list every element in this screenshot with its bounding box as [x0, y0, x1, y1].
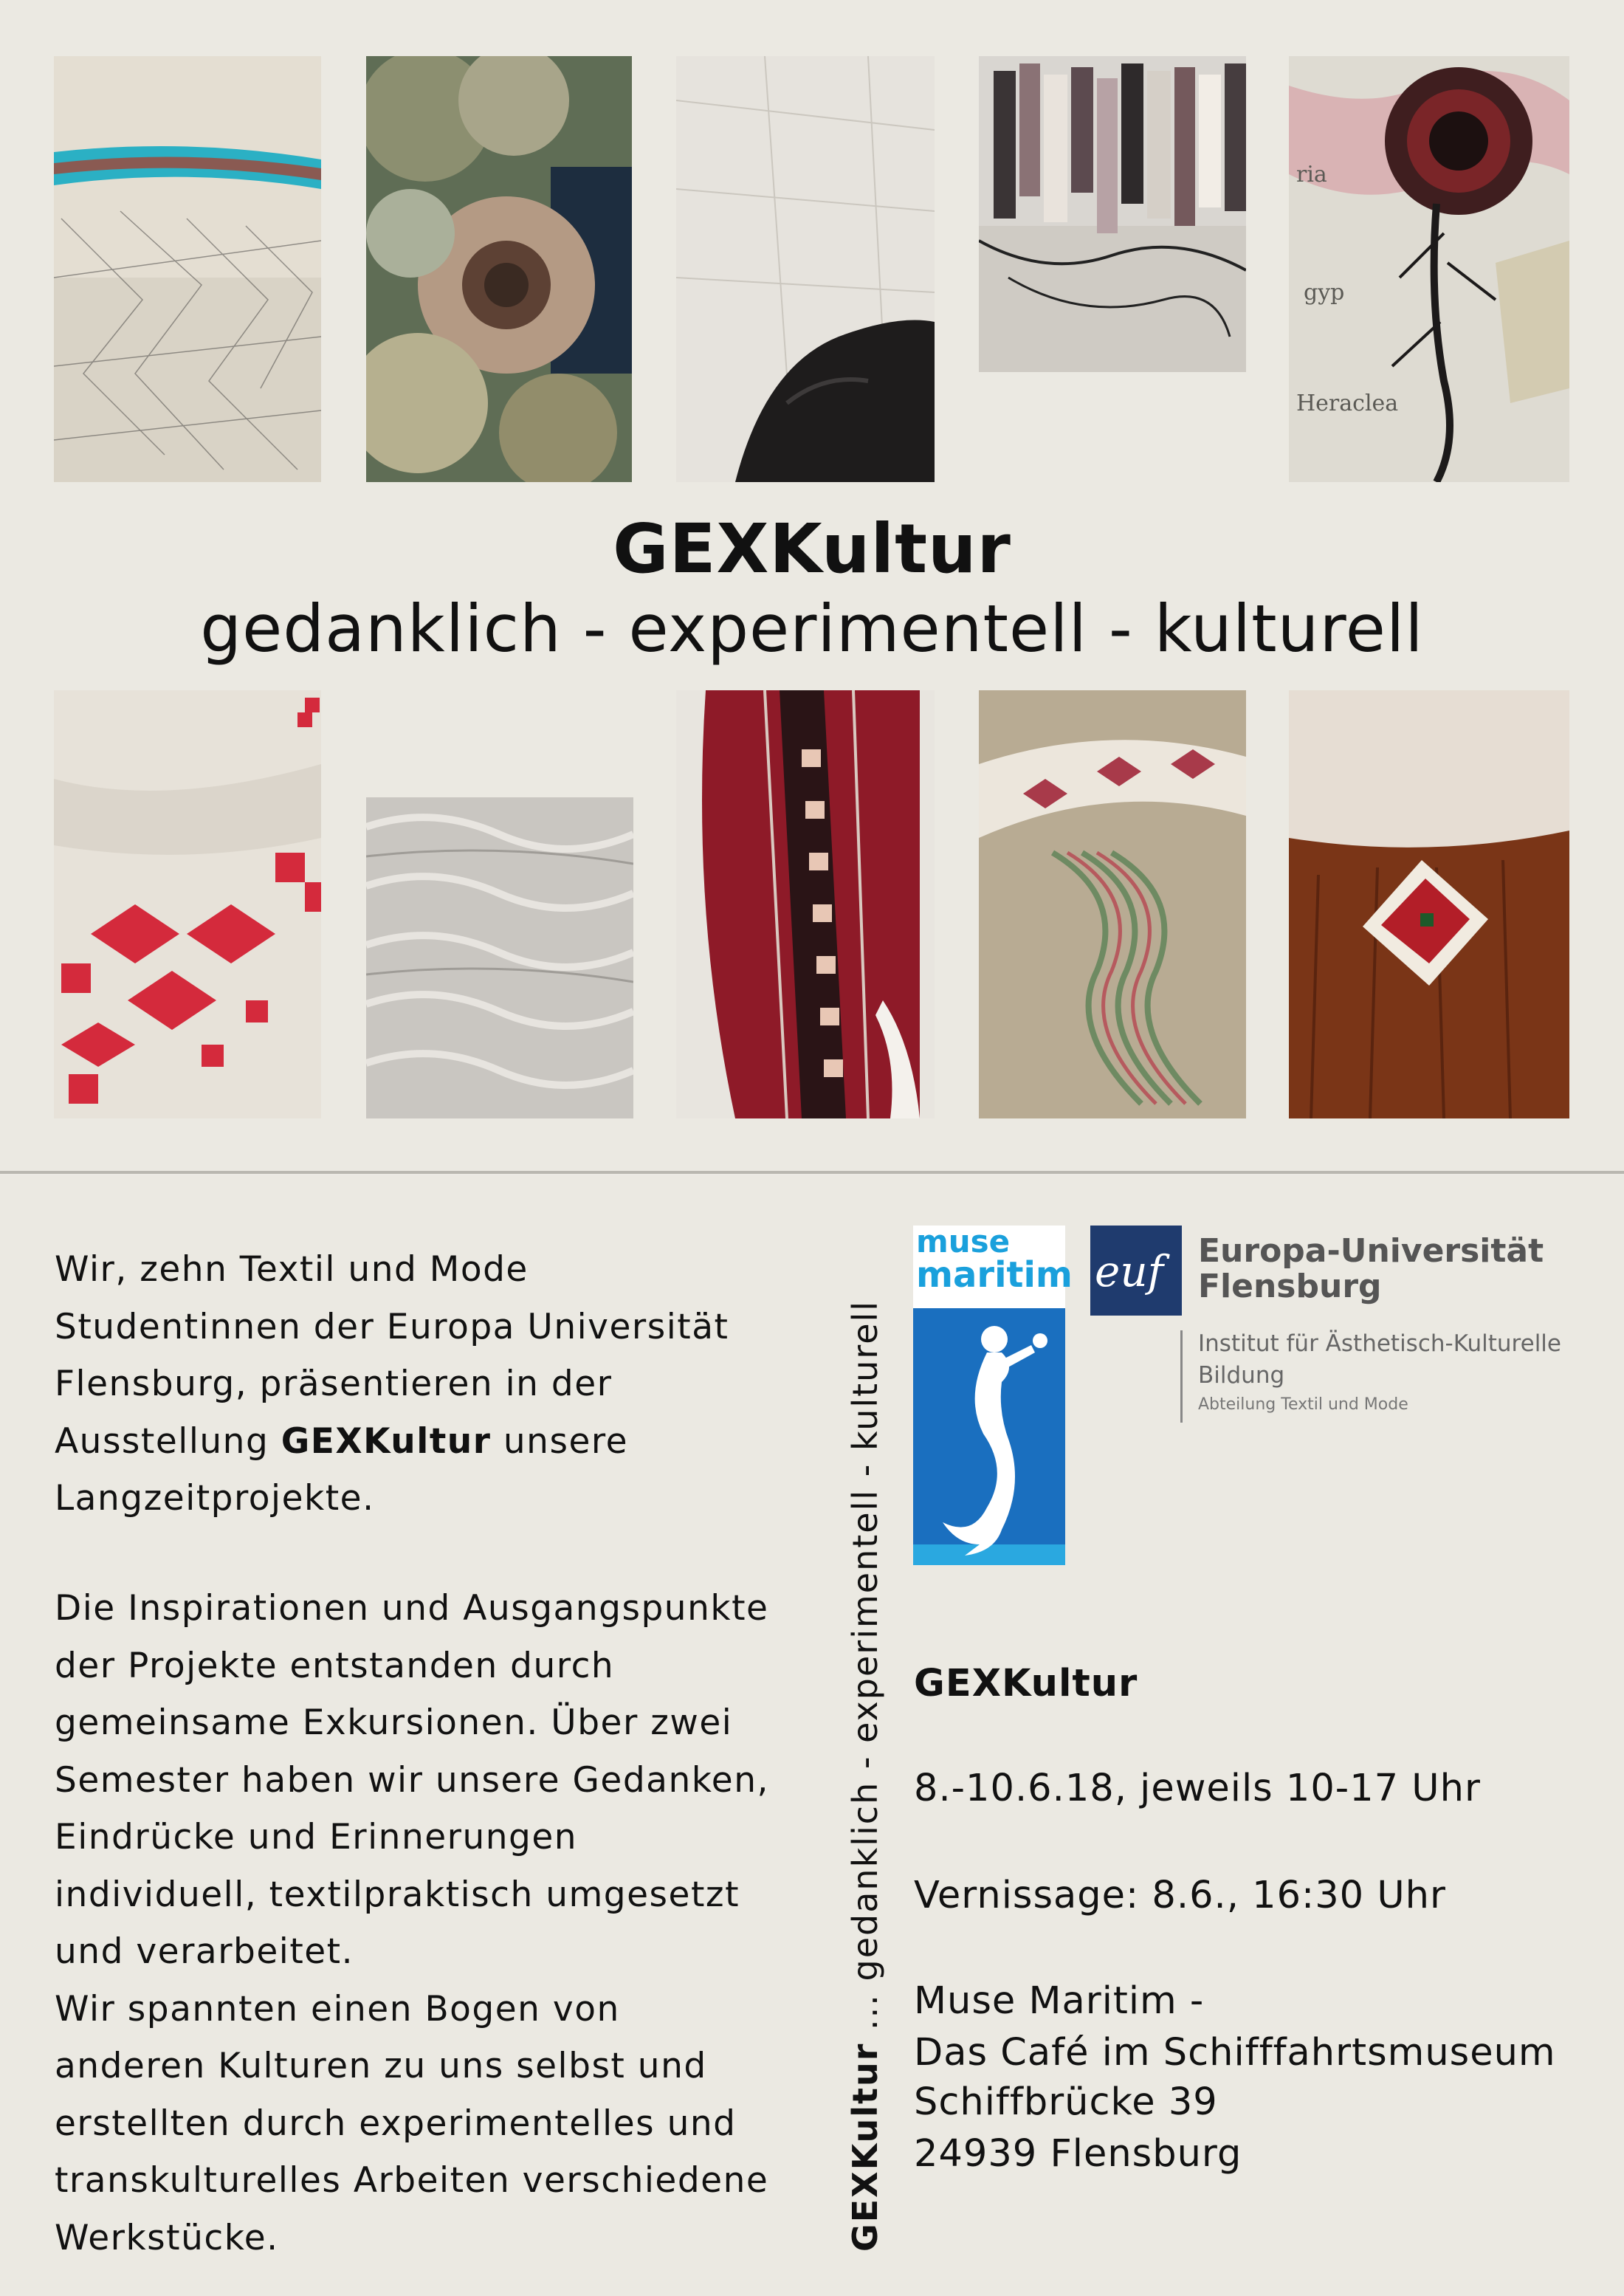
europa-universitaet-logo: euf Europa-Universität Flensburg Institut für Ästhetisch-Kulturelle Bildung Abteilung Textil und Mode	[1090, 1226, 1607, 1425]
red-cross-stitch-photo	[54, 690, 321, 1118]
svg-text:ria: ria	[1296, 162, 1327, 188]
vertical-tagline: GEXKultur ... gedanklich - experimentell - kulturell	[845, 1299, 885, 2252]
fold-divider	[0, 1171, 1624, 1174]
red-knit-photo	[676, 690, 935, 1118]
euf-institute: Institut für Ästhetisch-Kulturelle	[1198, 1330, 1561, 1357]
venue-name: Muse Maritim -	[914, 1979, 1205, 2023]
event-vernissage: Vernissage: 8.6., 16:30 Uhr	[914, 1874, 1446, 1917]
euf-mark: euf	[1090, 1226, 1182, 1316]
white-black-textile-photo	[676, 56, 935, 482]
muse-maritim-logo	[913, 1223, 1073, 1565]
euf-department: Abteilung Textil und Mode	[1198, 1395, 1408, 1414]
embroidered-map-photo	[1289, 56, 1569, 482]
textile-stripes-photo	[54, 56, 321, 482]
white-crochet-photo	[366, 797, 633, 1118]
exhibition-name: GEXKultur	[281, 1420, 492, 1462]
venue-street: Schiffbrücke 39	[914, 2080, 1218, 2124]
venue-subtitle: Das Café im Schifffahrtsmuseum	[914, 2031, 1556, 2075]
fabric-roses-photo	[366, 56, 632, 482]
woven-band-photo	[979, 690, 1246, 1118]
poster-subtitle: gedanklich - experimentell - kulturell	[200, 591, 1424, 667]
embroidered-brooch-photo	[1289, 690, 1569, 1118]
muse-logo-line2: maritim	[916, 1254, 1073, 1296]
mermaid-icon	[913, 1308, 1065, 1565]
event-dates: 8.-10.6.18, jeweils 10-17 Uhr	[914, 1767, 1481, 1810]
poster-title: GEXKultur	[613, 509, 1011, 588]
muse-logo-line1: muse	[916, 1223, 1011, 1259]
fabric-strips-photo	[979, 56, 1246, 372]
venue-city: 24939 Flensburg	[914, 2132, 1242, 2176]
event-title: GEXKultur	[914, 1662, 1138, 1705]
euf-name: Europa-Universität	[1198, 1232, 1544, 1270]
svg-text:Heraclea: Heraclea	[1296, 391, 1399, 416]
svg-text:gyp: gyp	[1304, 280, 1345, 306]
intro-paragraph: Wir, zehn Textil und Mode Studentinnen der Europa Universität Flensburg, präsentieren in der Ausstellung GEXKultur unsere Langzeitprojekte.	[55, 1249, 729, 1519]
description-paragraph: Die Inspirationen und Ausgangspunkte der Projekte entstanden durch gemeinsame Exkursionen. Über zwei Semester haben wir unsere Gedanken, Eindrücke und Erinnerungen individuell, textilpraktisch umgesetzt und verarbeitet. Wir spannten einen Bogen von anderen Kulturen zu uns selbst und erstellten durch experimentelles und transkulturelles Arbeiten verschiedene Werkstücke.	[55, 1588, 769, 2258]
